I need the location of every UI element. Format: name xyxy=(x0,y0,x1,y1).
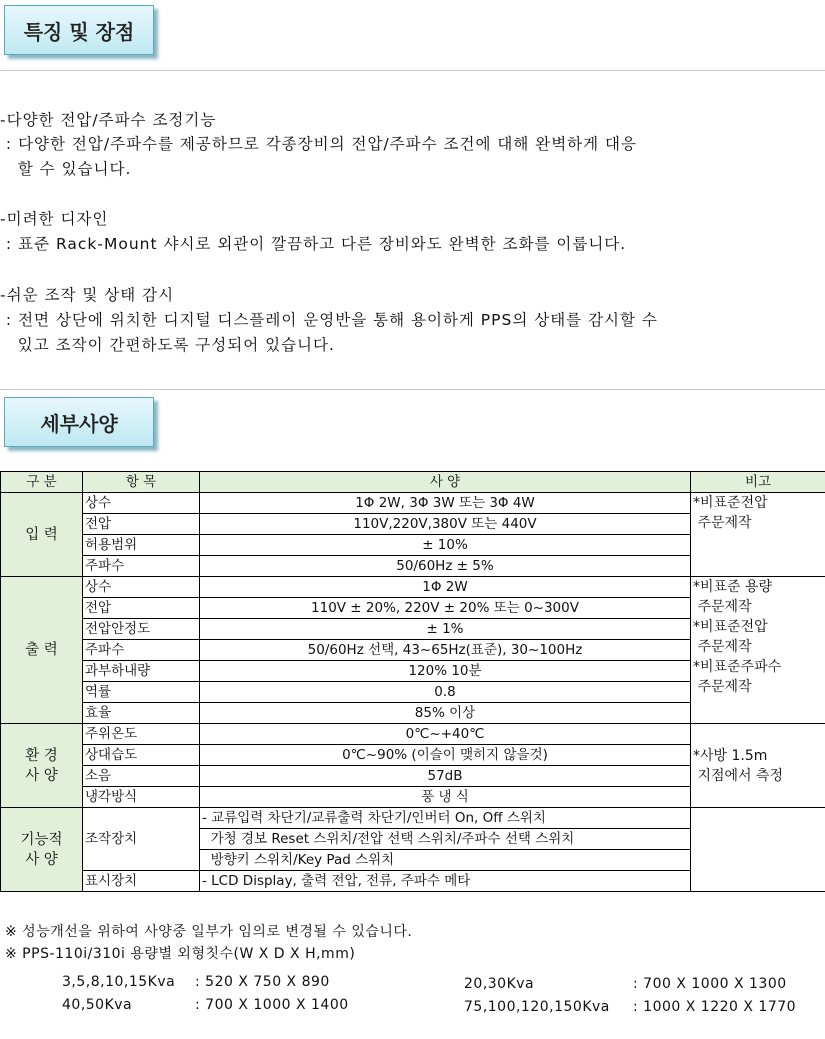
row-value: 1Φ 2W, 3Φ 3W 또는 3Φ 4W xyxy=(200,493,691,514)
table-row xyxy=(1,724,825,745)
row-value: 풍 냉 식 xyxy=(200,787,691,808)
row-value: - LCD Display, 출력 전압, 전류, 주파수 메타 xyxy=(200,871,691,892)
divider xyxy=(0,70,825,71)
note-func xyxy=(691,808,825,892)
row-item: 전압 xyxy=(83,514,200,535)
row-item: 허용범위 xyxy=(83,535,200,556)
group-input: 입 력 xyxy=(1,493,83,577)
row-item: 주위온도 xyxy=(83,724,200,745)
row-item: 전압안정도 xyxy=(83,619,200,640)
dim-kva: 20,30Kva xyxy=(464,976,535,992)
spec-table xyxy=(0,471,825,892)
feature-2-heading: -미려한 디자인 xyxy=(0,210,109,228)
row-item: 과부하내량 xyxy=(83,661,200,682)
row-value: 50/60Hz 선택, 43~65Hz(표준), 30~100Hz xyxy=(200,640,691,661)
table-row xyxy=(1,577,825,598)
row-item: 효율 xyxy=(83,703,200,724)
dim-size: : 700 X 1000 X 1300 xyxy=(633,976,787,992)
header-note: 비고 xyxy=(691,472,825,493)
feature-1-heading: -다양한 전압/주파수 조정기능 xyxy=(0,111,217,129)
features-section-title: 특징 및 장점 xyxy=(4,5,154,55)
row-value: 방향키 스위치/Key Pad 스위치 xyxy=(200,850,691,871)
row-item: 역률 xyxy=(83,682,200,703)
dim-kva: 75,100,120,150Kva xyxy=(464,999,610,1015)
table-row xyxy=(1,493,825,514)
spec-section-title: 세부사양 xyxy=(4,397,154,447)
row-value: ± 1% xyxy=(200,619,691,640)
header-item: 항 목 xyxy=(83,472,200,493)
table-row xyxy=(1,808,825,829)
row-value: 0℃~90% (이슬이 맺히지 않을것) xyxy=(200,745,691,766)
row-item-control: 조작장치 xyxy=(83,808,200,871)
dim-size: : 1000 X 1220 X 1770 xyxy=(633,999,797,1015)
footnote-1: ※ 성능개선을 위하여 사양중 일부가 임의로 변경될 수 있습니다. xyxy=(5,924,413,940)
group-func: 기능적 사 양 xyxy=(1,808,83,892)
feature-3-line-1: : 전면 상단에 위치한 디지털 디스플레이 운영반을 통해 용이하게 PPS의 상태를 감시할 수 xyxy=(0,311,658,329)
row-value: 120% 10분 xyxy=(200,661,691,682)
dim-kva: 40,50Kva xyxy=(62,997,133,1013)
feature-1-line-2: 할 수 있습니다. xyxy=(0,160,132,178)
row-value: 0℃~+40℃ xyxy=(200,724,691,745)
group-env: 환 경 사 양 xyxy=(1,724,83,808)
row-item: 상대습도 xyxy=(83,745,200,766)
row-value: 50/60Hz ± 5% xyxy=(200,556,691,577)
row-value: 가청 경보 Reset 스위치/전압 선택 스위치/주파수 선택 스위치 xyxy=(200,829,691,850)
row-value: 110V ± 20%, 220V ± 20% 또는 0~300V xyxy=(200,598,691,619)
row-value: 1Φ 2W xyxy=(200,577,691,598)
dim-kva: 3,5,8,10,15Kva xyxy=(62,974,176,990)
row-item: 주파수 xyxy=(83,556,200,577)
row-item: 상수 xyxy=(83,493,200,514)
row-item: 전압 xyxy=(83,598,200,619)
row-value: - 교류입력 차단기/교류출력 차단기/인버터 On, Off 스위치 xyxy=(200,808,691,829)
divider xyxy=(0,389,825,390)
dim-size: : 700 X 1000 X 1400 xyxy=(195,997,349,1013)
note-output: *비표준 용량 주문제작 *비표준전압 주문제작 *비표준주파수 주문제작 xyxy=(691,577,825,724)
table-header-row xyxy=(1,472,825,493)
header-group: 구 분 xyxy=(1,472,83,493)
header-value: 사 양 xyxy=(200,472,691,493)
row-value: 110V,220V,380V 또는 440V xyxy=(200,514,691,535)
row-value: ± 10% xyxy=(200,535,691,556)
row-value: 57dB xyxy=(200,766,691,787)
feature-2-line-1: : 표준 Rack-Mount 샤시로 외관이 깔끔하고 다른 장비와도 완벽한 조화를 이룹니다. xyxy=(0,235,627,253)
feature-1-line-1: : 다양한 전압/주파수를 제공하므로 각종장비의 전압/주파수 조건에 대해 완벽하게 대응 xyxy=(0,135,637,153)
note-input: *비표준전압 주문제작 xyxy=(691,493,825,577)
feature-3-heading: -쉬운 조작 및 상태 감시 xyxy=(0,286,175,304)
footnote-2: ※ PPS-110i/310i 용량별 외형칫수(W X D X H,mm) xyxy=(5,946,356,962)
group-output: 출 력 xyxy=(1,577,83,724)
feature-3-line-2: 있고 조작이 간편하도록 구성되어 있습니다. xyxy=(0,336,335,354)
row-value: 0.8 xyxy=(200,682,691,703)
row-value: 85% 이상 xyxy=(200,703,691,724)
row-item: 상수 xyxy=(83,577,200,598)
row-item: 주파수 xyxy=(83,640,200,661)
dim-size: : 520 X 750 X 890 xyxy=(195,974,330,990)
row-item: 냉각방식 xyxy=(83,787,200,808)
note-env: *사방 1.5m 지점에서 측정 xyxy=(691,724,825,808)
row-item: 소음 xyxy=(83,766,200,787)
row-item-display: 표시장치 xyxy=(83,871,200,892)
